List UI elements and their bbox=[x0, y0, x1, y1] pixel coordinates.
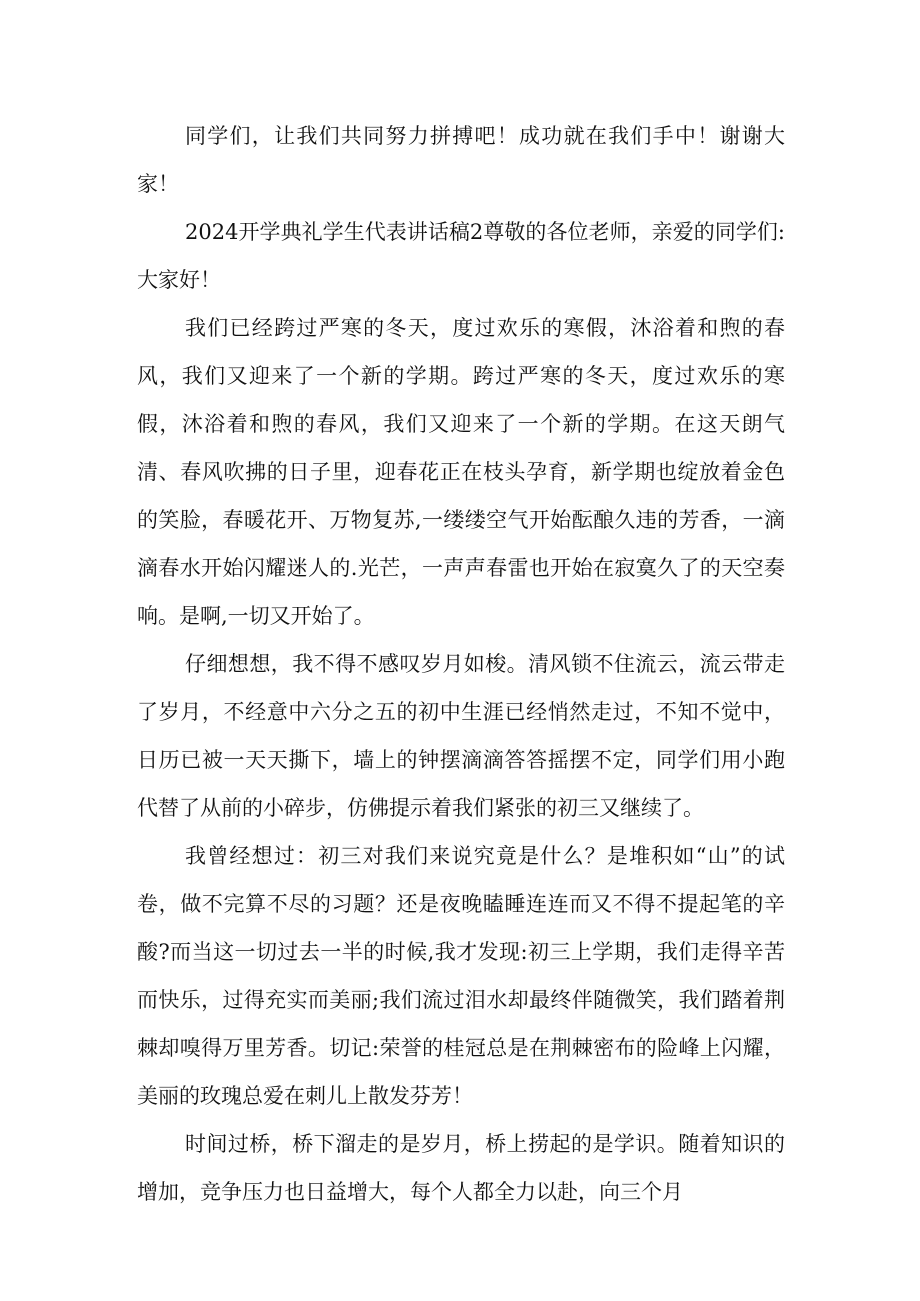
paragraph-closing: 同学们，让我们共同努力拼搏吧！成功就在我们手中！谢谢大家！ bbox=[137, 124, 785, 196]
paragraph-time-flies: 仔细想想，我不得不感叹岁月如梭。清风锁不住流云，流云带走了岁月，不经意中六分之五的初中生涯已经悄然走过，不知不觉中，日历已被一天天撕下，墙上的钟摆滴滴答答摇摆不定，同学们用小跑代替了从前的小碎步，仿佛提示着我们紧张的初三又继续了。 bbox=[137, 652, 785, 820]
paragraph-knowledge: 时间过桥，桥下溜走的是岁月，桥上捞起的是学识。随着知识的增加，竞争压力也日益增大，每个人都全力以赴，向三个月 bbox=[137, 1132, 785, 1204]
paragraph-grade-three: 我曾经想过：初三对我们来说究竟是什么？是堆积如“山”的试卷，做不完算不尽的习题？还是夜晚瞌睡连连而又不得不提起笔的辛酸?而当这一切过去一半的时候,我才发现:初三上学期，我们走得辛苦而快乐，过得充实而美丽;我们流过泪水却最终伴随微笑，我们踏着荆棘却嗅得万里芳香。切记:荣誉的桂冠总是在荆棘密布的险峰上闪耀，美丽的玫瑰总爱在刺儿上散发芬芳！ bbox=[137, 844, 785, 1108]
paragraph-new-semester: 我们已经跨过严寒的冬天，度过欢乐的寒假，沐浴着和煦的春风，我们又迎来了一个新的学期。跨过严寒的冬天，度过欢乐的寒假，沐浴着和煦的春风，我们又迎来了一个新的学期。在这天朗气清、春风吹拂的日子里，迎春花正在枝头孕育，新学期也绽放着金色的笑脸，春暖花开、万物复苏,一缕缕空气开始酝酿久违的芳香，一滴滴春水开始闪耀迷人的.光芒，一声声春雷也开始在寂寞久了的天空奏响。是啊,一切又开始了。 bbox=[137, 316, 785, 628]
paragraph-speech-title: 2024开学典礼学生代表讲话稿2尊敬的各位老师，亲爱的同学们:大家好！ bbox=[137, 220, 785, 292]
document-page bbox=[137, 112, 785, 1216]
